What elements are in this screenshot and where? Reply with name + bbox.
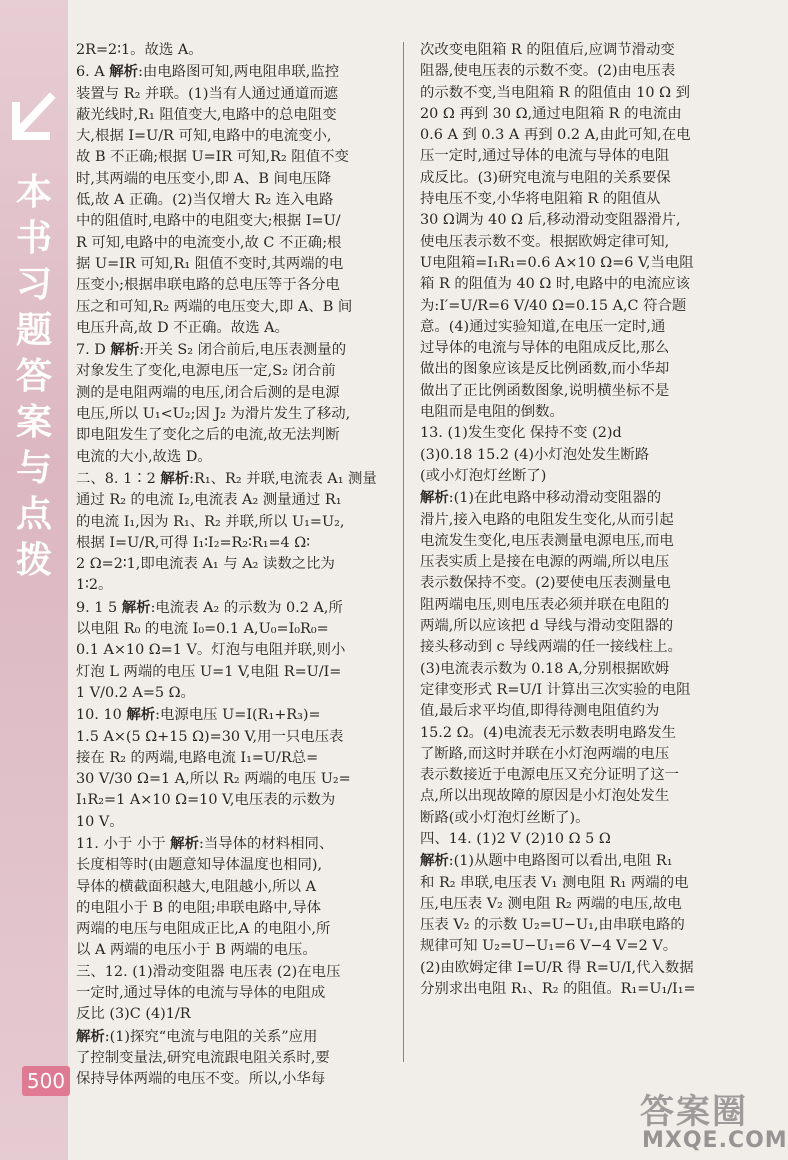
text-line: I₁R₂=1 A×10 Ω=10 V,电压表的示数为 (76, 792, 336, 809)
text-line: 分别求出电阻 R₁、R₂ 的阻值。R₁=U₁/I₁= (420, 981, 696, 998)
text-line: 1.5 A×(5 Ω+15 Ω)=30 V,用一只电压表 (76, 728, 344, 745)
text-line: 灯泡 L 两端的电压 U=1 V,电阻 R=U/I= (76, 663, 342, 680)
text-line: 电压升高,故 D 不正确。故选 A。 (76, 319, 289, 336)
text-line: 了断路,而这时并联在小灯泡两端的电压 (420, 745, 670, 762)
title-char: 拨 (15, 540, 52, 581)
text-line: 2 Ω=2∶1,即电流表 A₁ 与 A₂ 读数之比为 (76, 556, 335, 573)
text-line: (3)电流表示数为 0.18 A,分别根据欧姆 (420, 660, 670, 677)
text-line: 11. 小于 小于 解析:当导体的材料相同、 (76, 834, 334, 852)
text-line: 使电压表示数不变。根据欧姆定律可知, (420, 233, 670, 250)
column-divider (403, 42, 404, 1062)
text-line: 三、12. (1)滑动变阻器 电压表 (2)在电压 (76, 963, 341, 980)
title-char: 案 (15, 402, 52, 443)
analysis-label: 解析 (420, 489, 449, 507)
text-line: 时,其两端的电压变小,即 A、B 间电压降 (76, 170, 332, 187)
text-line: 解析:(1)在此电路中移动滑动变阻器的 (420, 489, 662, 507)
text-line: 的示数不变,当电阻箱 R 的阻值由 10 Ω 到 (420, 84, 690, 101)
text-line: 低,故 A 正确。(2)当仅增大 R₂ 连入电路 (76, 192, 334, 209)
text-line: 箱 R 的阻值为 40 Ω 时,电路中的电流应该 (420, 276, 690, 293)
page-number: 500 (22, 1066, 70, 1096)
text-line: 2R=2∶1。故选 A。 (76, 42, 203, 58)
text-line: 四、14. (1)2 V (2)10 Ω 5 Ω (420, 830, 611, 847)
analysis-label: 解析 (170, 834, 199, 852)
text-line: 和 R₂ 串联,电压表 V₁ 测电阻 R₁ 两端的电 (420, 874, 689, 891)
text-line: 意。(4)通过实验知道,在电压一定时,通 (420, 318, 666, 335)
text-line: 测的是电阻两端的电压,闭合后测的是电源 (76, 384, 340, 401)
text-line: 过导体的电流与导体的电阻成反比,那么 (420, 340, 670, 357)
section-title (12, 170, 56, 584)
analysis-label: 解析 (109, 63, 139, 81)
analysis-label: 解析 (121, 598, 151, 616)
text-line: U电阻箱=I₁R₁=0.6 A×10 Ω=6 V,当电阻 (420, 254, 694, 271)
text-line: 压表 V₂ 的示数 U₂=U−U₁,由串联电路的 (420, 917, 685, 934)
text-line: 阻两端电压,则电压表必须并联在电阻的 (420, 596, 670, 613)
text-line: 解析:(1)从题中电路图可以看出,电阻 R₁ (420, 852, 673, 870)
watermark-main: 答案圈 (640, 1092, 748, 1132)
watermark-logo (640, 1084, 788, 1156)
title-char: 与 (15, 448, 52, 489)
analysis-label: 解析 (76, 1027, 105, 1045)
analysis-label: 解析 (420, 852, 449, 870)
text-line: 滑片,接入电路的电阻发生变化,从而引起 (420, 511, 674, 528)
text-line: 30 Ω调为 40 Ω 后,移动滑动变阻器滑片, (420, 212, 681, 229)
text-line: 反比 (3)C (4)1/R (76, 1006, 191, 1023)
text-line: 蔽光线时,R₁ 阻值变大,电路中的总电阻变 (76, 106, 337, 123)
analysis-label: 解析 (110, 341, 140, 359)
text-line: 保持导体两端的电压不变。所以,小华每 (76, 1071, 326, 1088)
text-line: 10. 10 解析:电源电压 U=I(R₁+R₃)= (76, 706, 321, 724)
text-line: (2)由欧姆定律 I=U/R 得 R=U/I,代入数据 (420, 959, 694, 976)
title-char: 书 (15, 218, 52, 259)
text-line: 两端的电压与电阻成正比,A 的电阻小,所 (76, 921, 331, 938)
text-line: 表示数接近于电源电压又充分证明了这一 (420, 767, 680, 784)
text-line: 的电阻小于 B 的电阻;串联电路中,导体 (76, 899, 322, 916)
text-line: (3)0.18 15.2 (4)小灯泡处发生断路 (420, 446, 650, 463)
text-line: 成反比。(3)研究电流与电阻的关系要保 (420, 169, 671, 186)
text-line: 接在 R₂ 的两端,电路电流 I₁=U/R总= (76, 749, 319, 766)
text-line: 的电流 I₁,因为 R₁、R₂ 并联,所以 U₁=U₂, (76, 513, 345, 530)
title-char: 答 (15, 356, 52, 397)
title-char: 点 (15, 494, 52, 535)
text-line: 压之和可知,R₂ 两端的电压变大,即 A、B 间 (76, 298, 353, 315)
text-line: 二、8. 1∶2 解析:R₁、R₂ 并联,电流表 A₁ 测量 (76, 469, 377, 487)
text-line: 压一定时,通过导体的电流与导体的电阻 (420, 148, 670, 165)
text-line: 做出了正比例函数图象,说明横坐标不是 (420, 382, 670, 399)
text-line: R 可知,电路中的电流变小,故 C 不正确;根 (76, 234, 342, 251)
text-line: 以 A 两端的电压小于 B 两端的电压。 (76, 942, 317, 959)
text-line: 解析:(1)探究“电流与电阻的关系”应用 (76, 1027, 318, 1045)
text-line: 大,根据 I=U/R 可知,电路中的电流变小, (76, 128, 332, 145)
text-line: 电流的大小,故选 D。 (76, 448, 212, 465)
right-column (420, 40, 742, 1000)
text-line: 10 V。 (76, 813, 124, 830)
analysis-label: 解析 (160, 469, 190, 487)
text-line: 装置与 R₂ 并联。(1)当有人通过通道而遮 (76, 85, 338, 102)
text-line: 20 Ω 再到 30 Ω,通过电阻箱 R 的电流由 (420, 105, 682, 122)
text-line: 接头移动到 c 导线两端的任一接线柱上。 (420, 639, 682, 656)
text-line: 一定时,通过导体的电流与导体的电阻成 (76, 985, 326, 1002)
text-line: 点,所以出现故障的原因是小灯泡处发生 (420, 788, 670, 805)
text-line: 做出的图象应该是反比例函数,而小华却 (420, 361, 670, 378)
text-line: 次改变电阻箱 R 的阻值后,应调节滑动变 (420, 42, 675, 58)
text-line: 9. 1 5 解析:电流表 A₂ 的示数为 0.2 A,所 (76, 598, 343, 616)
text-line: 对象发生了变化,电源电压一定,S₂ 闭合前 (76, 363, 336, 380)
text-line: (或小灯泡灯丝断了) (420, 467, 547, 484)
text-line: 6. A 解析:由电路图可知,两电阻串联,监控 (76, 63, 340, 81)
text-line: 两端,所以应该把 d 导线与滑动变阻器的 (420, 618, 674, 635)
text-line: 中的阻值时,电路中的电阻变大;根据 I=U/ (76, 213, 341, 230)
text-line: 故 B 不正确;根据 U=IR 可知,R₂ 阻值不变 (76, 149, 349, 166)
text-line: 电阻而是电阻的倒数。 (420, 404, 564, 421)
text-line: 压变小;根据串联电路的总电压等于各分电 (76, 277, 340, 294)
sidebar-band (0, 0, 68, 1160)
text-line: 为:I′=U/R=6 V/40 Ω=0.15 A,C 符合题 (420, 297, 687, 314)
analysis-label: 解析 (126, 706, 156, 724)
text-line: 定律变形式 R=U/I 计算出三次实验的电阻 (420, 681, 691, 698)
text-line: 15.2 Ω。(4)电流表无示数表明电路发生 (420, 724, 677, 741)
title-char: 本 (15, 172, 52, 213)
text-line: 断路(或小灯泡灯丝断了)。 (420, 809, 590, 826)
text-line: 13. (1)发生变化 保持不变 (2)d (420, 425, 622, 442)
text-line: 压,电压表 V₂ 测电阻 R₂ 两端的电压,故电 (420, 895, 682, 912)
text-line: 长度相等时(由题意知导体温度也相同), (76, 857, 323, 874)
text-line: 0.6 A 到 0.3 A 再到 0.2 A,由此可知,在电 (420, 127, 691, 144)
text-line: 值,最后求平均值,即得待测电阻值约为 (420, 703, 660, 720)
text-line: 规律可知 U₂=U−U₁=6 V−4 V=2 V。 (420, 938, 678, 955)
title-char: 习 (15, 264, 52, 305)
text-line: 表示数保持不变。(2)要使电压表测量电 (420, 575, 671, 592)
text-line: 电压,所以 U₁<U₂;因 J₂ 为滑片发生了移动, (76, 406, 351, 423)
text-line: 了控制变量法,研究电流跟电阻关系时,要 (76, 1049, 330, 1066)
title-char: 题 (15, 310, 52, 351)
text-line: 根据 I=U/R,可得 I₁∶I₂=R₂∶R₁=4 Ω∶ (76, 534, 310, 551)
text-line: 1 V/0.2 A=5 Ω。 (76, 684, 195, 701)
watermark-url: MXQE.COM (642, 1128, 788, 1153)
text-line: 以电阻 R₀ 的电流 I₀=0.1 A,U₀=I₀R₀= (76, 621, 329, 638)
text-line: 据 U=IR 可知,R₁ 阻值不变时,其两端的电 (76, 255, 344, 272)
text-line: 7. D 解析:开关 S₂ 闭合前后,电压表测量的 (76, 341, 347, 359)
text-line: 通过 R₂ 的电流 I₂,电流表 A₂ 测量通过 R₁ (76, 492, 342, 509)
text-line: 30 V/30 Ω=1 A,所以 R₂ 两端的电压 U₂= (76, 771, 351, 788)
left-column (76, 40, 398, 1091)
text-line: 压表实质上是接在电源的两端,所以电压 (420, 554, 670, 571)
arrow-down-left-icon (10, 92, 58, 144)
text-line: 0.1 A×10 Ω=1 V。灯泡与电阻并联,则小 (76, 642, 346, 659)
text-line: 即电阻发生了变化之后的电流,故无法判断 (76, 427, 340, 444)
text-line: 阻器,使电压表的示数不变。(2)由电压表 (420, 63, 676, 80)
text-line: 1∶2。 (76, 577, 113, 594)
text-line: 导体的横截面积越大,电阻越小,所以 A (76, 878, 316, 895)
text-line: 电流发生变化,电压表测量电源电压,而电 (420, 532, 674, 549)
text-line: 持电压不变,小华将电阻箱 R 的阻值从 (420, 191, 661, 208)
